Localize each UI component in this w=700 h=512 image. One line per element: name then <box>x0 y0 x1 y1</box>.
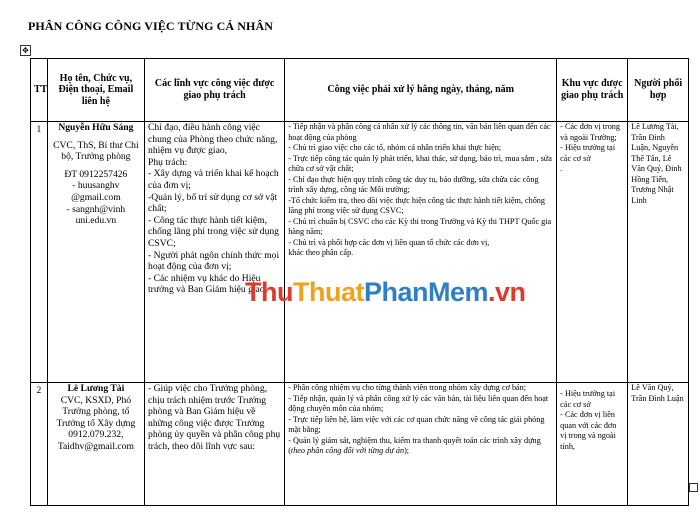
table-resize-handle[interactable] <box>689 483 698 492</box>
watermark-logo: ThuThuatPhanMem.vn <box>245 277 526 307</box>
work-item: - Chỉ đạo thực hiện quy trình công tác duy tu, bảo dưỡng, sửa chữa các công trình xây dựng, công tác Môi trường; <box>288 174 539 194</box>
work-item: - Trực tiếp liên hệ, làm việc với các cơ quan chức năng về công tác giải phóng mặt bằng; <box>288 414 545 434</box>
work-item: - Chủ trì và phối hợp các đơn vị liên quan tổ chức các đơn vị, <box>288 237 490 247</box>
person-email: Taidhv@gmail.com <box>57 440 134 452</box>
person-position: CVC, ThS, Bí thư Chi bộ, Trưởng phòng <box>53 139 139 163</box>
zone-cell <box>557 383 628 506</box>
area-item: - Công tác thực hành tiết kiệm, chống lãng phí trong việc sử dụng CSVC; <box>148 214 279 249</box>
person-name: Nguyễn Hữu Sáng <box>58 122 134 133</box>
zone-item: - Các đơn vị liên quan với các đơn vị trong và ngoài tỉnh, <box>560 410 617 451</box>
work-item: - Phân công nhiệm vụ cho từng thành viên trong nhóm xây dựng cơ bản; <box>288 383 527 392</box>
person-email: - huusanghv @gmail.com <box>71 180 121 203</box>
zone-item: - Hiệu trưởng tại các cơ sở <box>560 143 616 163</box>
work-item: - Tiếp nhận và phân công cá nhân xử lý các thông tin, văn bản liên quan đến các hoạt động của phòng <box>288 122 551 142</box>
area-item: - Người phát ngôn chính thức mọi hoạt động của đơn vị; <box>148 249 280 273</box>
zone-item: - Hiệu trưởng tại các cơ sở <box>560 389 616 409</box>
area-cell <box>145 122 285 383</box>
work-item: - Chủ trì giao việc cho các tổ, nhóm cá nhân triển khai thực hiện; <box>288 143 502 152</box>
area-item: -Quản lý, bố trí sử dụng cơ sở vật chất; <box>148 191 278 215</box>
header-coop: Người phối hợp <box>628 59 689 122</box>
area-item: Chỉ đạo, điều hành công việc chung của Phòng theo chức năng, nhiệm vụ được giao, <box>148 122 278 157</box>
work-item: - Chủ trì chuẩn bị CSVC cho các Kỳ thi trong Trường và Kỳ thi THPT Quốc gia hàng năm; <box>288 216 552 236</box>
work-item: khác theo phân cấp. <box>288 248 354 257</box>
coop-cell <box>628 383 689 506</box>
area-item: - Giúp việc cho Trưởng phòng, chịu trách nhiệm trước Trưởng phòng và Ban Giám hiệu về những công việc được Trưởng phòng ủy quyền và phân công phụ trách, theo dõi lĩnh vực sau: <box>148 383 281 452</box>
area-item: Phụ trách: <box>148 156 188 168</box>
work-item: - Trực tiếp công tác quản lý phát triển, khai thác, sử dụng, bảo trì, mua sắm , sửa chữa cơ sở vật chất; <box>288 153 552 173</box>
table-move-handle-icon[interactable]: ✥ <box>20 45 31 56</box>
table-header-row <box>31 59 689 122</box>
person-cell <box>47 122 144 383</box>
person-phone: 0912.079.232, <box>68 429 124 441</box>
coop-cell <box>628 122 689 383</box>
header-work: Công việc phải xử lý hằng ngày, tháng, năm <box>285 59 557 122</box>
area-item: - Các nhiệm vụ khác do Hiệu trưởng và Ban Giám hiệu giao. <box>148 272 267 296</box>
area-cell <box>145 383 285 506</box>
person-email: - sangnh@vinh uni.edu.vn <box>66 203 126 227</box>
header-zone: Khu vực được giao phụ trách <box>557 59 628 122</box>
table-row <box>31 122 689 383</box>
work-item: - Tiếp nhận, quản lý và phân công xử lý các văn bản, tài liệu liên quan đến hoạt động chuyên môn của nhóm; <box>288 393 549 413</box>
area-item: - Xây dựng và triển khai kế hoạch của đơn vị; <box>148 168 279 191</box>
person-position: CVC, KSXD, Phó Trưởng phòng, tổ Trưởng tổ Xây dựng <box>56 394 136 429</box>
person-cell <box>47 383 144 506</box>
work-item: - Quản lý giám sát, nghiệm thu, kiểm tra thanh quyết toán các trình xây dựng (theo phân công đối với từng dự án); <box>288 435 541 455</box>
work-cell <box>285 383 557 506</box>
coop-names: Lê Lương Tài, Trần Đình Luận, Nguyễn Thế Tân, Lê Văn Quý, Đinh Hồng Tiến, Trương Nhật Linh <box>631 122 682 205</box>
work-item: -Tổ chức kiểm tra, theo dõi việc thực hiện công tác thực hành tiết kiệm, chống lãng phí trong việc sử dụng CSVC; <box>288 195 545 215</box>
document-title: PHÂN CÔNG CÔNG VIỆC TỪNG CÁ NHÂN <box>28 19 273 33</box>
coop-names: Lê Văn Quý, Trần Đình Luận <box>631 383 684 403</box>
table-row <box>31 383 689 506</box>
row-number: 1 <box>31 122 48 383</box>
row-number: 2 <box>31 383 48 506</box>
person-phone: ĐT 0912257426 <box>64 168 128 180</box>
zone-cell <box>557 122 628 383</box>
person-name: Lê Lương Tài <box>67 383 125 394</box>
work-cell <box>285 122 557 383</box>
assignment-table <box>30 58 689 506</box>
header-name: Họ tên, Chức vụ, Điện thoại, Email liên hệ <box>47 59 144 122</box>
zone-item: . <box>560 164 563 173</box>
header-area: Các lĩnh vực công việc được giao phụ trách <box>145 59 285 122</box>
zone-item: - Các đơn vị trong và ngoài Trường; <box>560 122 620 142</box>
header-tt: TT <box>31 59 48 122</box>
